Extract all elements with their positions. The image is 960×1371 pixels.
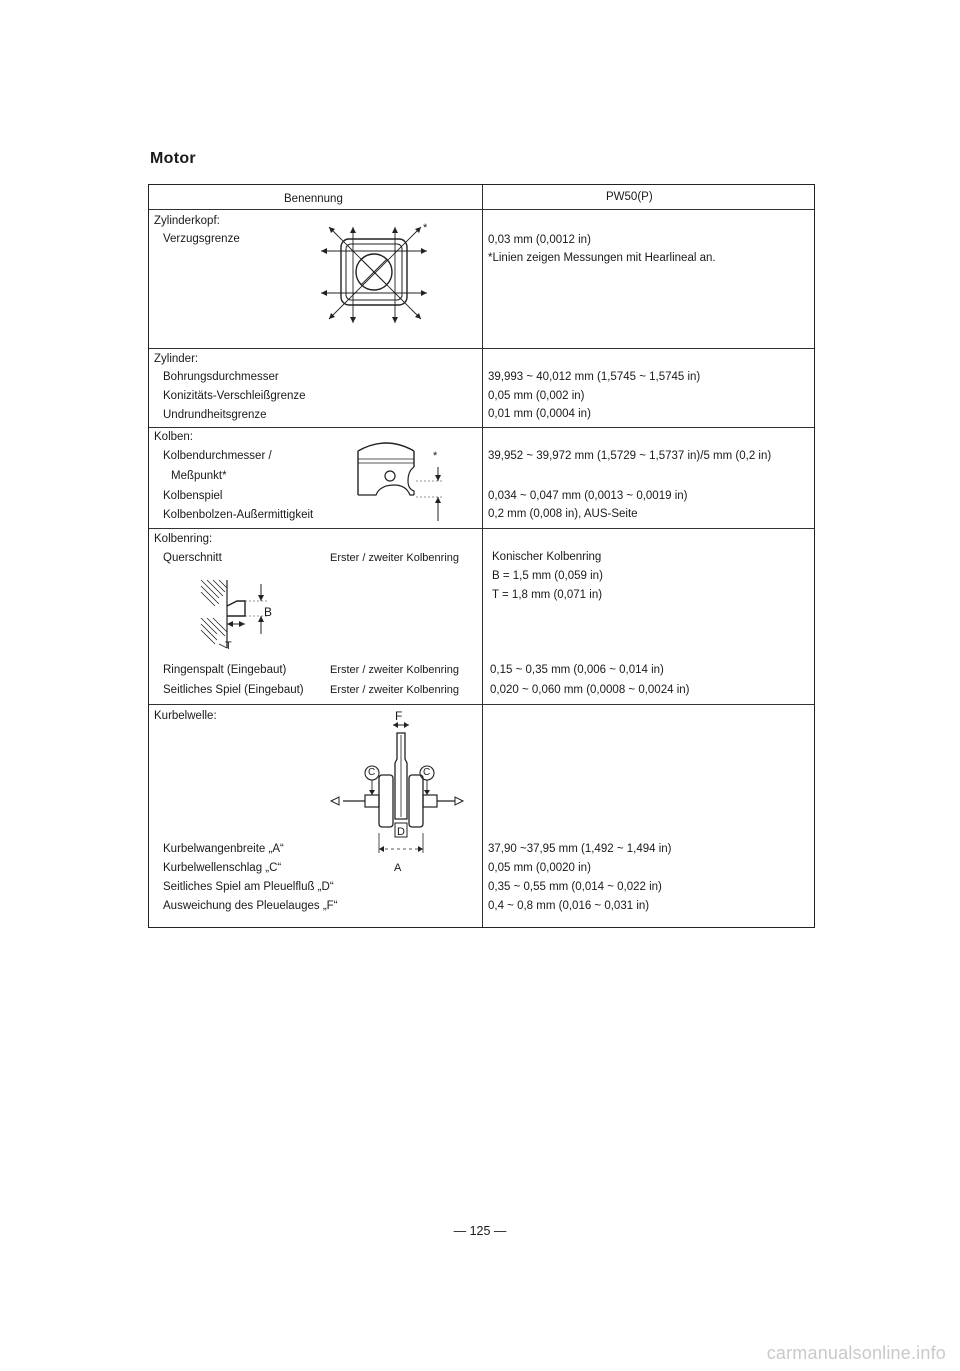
row-divider bbox=[149, 528, 814, 529]
diagram-star: * bbox=[423, 222, 428, 234]
kolbenring-sub: Erster / zweiter Kolbenring bbox=[330, 684, 459, 696]
zylinderkopf-item: Verzugsgrenze bbox=[163, 233, 240, 245]
zylinder-item: Undrundheitsgrenze bbox=[163, 409, 267, 421]
piston-diagram-star: * bbox=[433, 450, 438, 462]
kolben-item: Kolbenspiel bbox=[163, 490, 223, 502]
kolben-value: 0,2 mm (0,008 in), AUS-Seite bbox=[488, 508, 638, 520]
kolben-value: 39,952 ~ 39,972 mm (1,5729 ~ 1,5737 in)/5 mm (0,2 in) bbox=[488, 450, 772, 462]
kolbenring-value: Konischer Kolbenring bbox=[492, 551, 602, 563]
row-divider bbox=[149, 704, 814, 705]
crank-label-f: F bbox=[395, 709, 403, 723]
spec-table bbox=[148, 184, 815, 928]
zylinder-value: 0,01 mm (0,0004 in) bbox=[488, 408, 591, 420]
kolbenring-sub: Erster / zweiter Kolbenring bbox=[330, 664, 459, 676]
kolben-value: 0,034 ~ 0,047 mm (0,0013 ~ 0,0019 in) bbox=[488, 490, 688, 502]
kurbelwelle-item: Ausweichung des Pleuelauges „F“ bbox=[163, 900, 338, 912]
page-number: — 125 — bbox=[453, 1224, 507, 1238]
kurbelwelle-item: Seitliches Spiel am Pleuelfluß „D“ bbox=[163, 881, 334, 893]
kolben-item: Meßpunkt* bbox=[171, 470, 227, 482]
row-divider bbox=[149, 427, 814, 428]
kolbenring-sub: Erster / zweiter Kolbenring bbox=[330, 552, 459, 564]
kolben-item: Kolbenbolzen-Außermittigkeit bbox=[163, 509, 314, 521]
kolbenring-item: Ringenspalt (Eingebaut) bbox=[163, 664, 287, 676]
kolbenring-value: T = 1,8 mm (0,071 in) bbox=[492, 589, 603, 601]
footer-watermark: carmanualsonline.info bbox=[766, 1343, 946, 1363]
kurbelwelle-title: Kurbelwelle: bbox=[154, 710, 217, 722]
kolbenring-title: Kolbenring: bbox=[154, 533, 213, 545]
column-header-name: Benennung bbox=[284, 193, 343, 205]
ring-label-t: T bbox=[225, 640, 232, 652]
kolbenring-item: Querschnitt bbox=[163, 552, 222, 564]
crank-label-a: A bbox=[394, 862, 402, 874]
zylinderkopf-title: Zylinderkopf: bbox=[154, 215, 220, 227]
ring-label-b: B bbox=[264, 605, 273, 619]
header-divider bbox=[149, 209, 814, 210]
kolben-item: Kolbendurchmesser / bbox=[163, 450, 272, 462]
zylinder-item: Bohrungsdurchmesser bbox=[163, 371, 279, 383]
kolbenring-value: B = 1,5 mm (0,059 in) bbox=[492, 570, 603, 582]
crank-label-c2: C bbox=[423, 767, 431, 778]
zylinder-title: Zylinder: bbox=[154, 353, 199, 365]
kolben-title: Kolben: bbox=[154, 431, 194, 443]
crank-label-d: D bbox=[397, 826, 405, 838]
column-header-model: PW50(P) bbox=[606, 191, 653, 203]
kolbenring-value: 0,15 ~ 0,35 mm (0,006 ~ 0,014 in) bbox=[490, 664, 664, 676]
kurbelwelle-value: 0,4 ~ 0,8 mm (0,016 ~ 0,031 in) bbox=[488, 900, 650, 912]
cylinder-head-warpage-diagram bbox=[315, 223, 435, 333]
kurbelwelle-value: 0,35 ~ 0,55 mm (0,014 ~ 0,022 in) bbox=[488, 881, 662, 893]
kurbelwelle-item: Kurbelwangenbreite „A“ bbox=[163, 843, 284, 855]
row-divider bbox=[149, 348, 814, 349]
kurbelwelle-value: 37,90 ~37,95 mm (1,492 ~ 1,494 in) bbox=[488, 843, 672, 855]
kolbenring-item: Seitliches Spiel (Eingebaut) bbox=[163, 684, 304, 696]
zylinderkopf-value: 0,03 mm (0,0012 in) bbox=[488, 234, 591, 246]
kurbelwelle-item: Kurbelwellenschlag „C“ bbox=[163, 862, 282, 874]
column-divider bbox=[482, 185, 483, 927]
kurbelwelle-value: 0,05 mm (0,0020 in) bbox=[488, 862, 591, 874]
zylinder-item: Konizitäts-Verschleißgrenze bbox=[163, 390, 306, 402]
kolbenring-value: 0,020 ~ 0,060 mm (0,0008 ~ 0,0024 in) bbox=[490, 684, 690, 696]
zylinder-value: 0,05 mm (0,002 in) bbox=[488, 390, 585, 402]
zylinderkopf-note: *Linien zeigen Messungen mit Hearlineal an. bbox=[488, 252, 716, 264]
crankshaft-diagram bbox=[325, 715, 465, 855]
section-heading: Motor bbox=[150, 150, 196, 167]
zylinder-value: 39,993 ~ 40,012 mm (1,5745 ~ 1,5745 in) bbox=[488, 371, 701, 383]
crank-label-c1: C bbox=[368, 767, 376, 778]
